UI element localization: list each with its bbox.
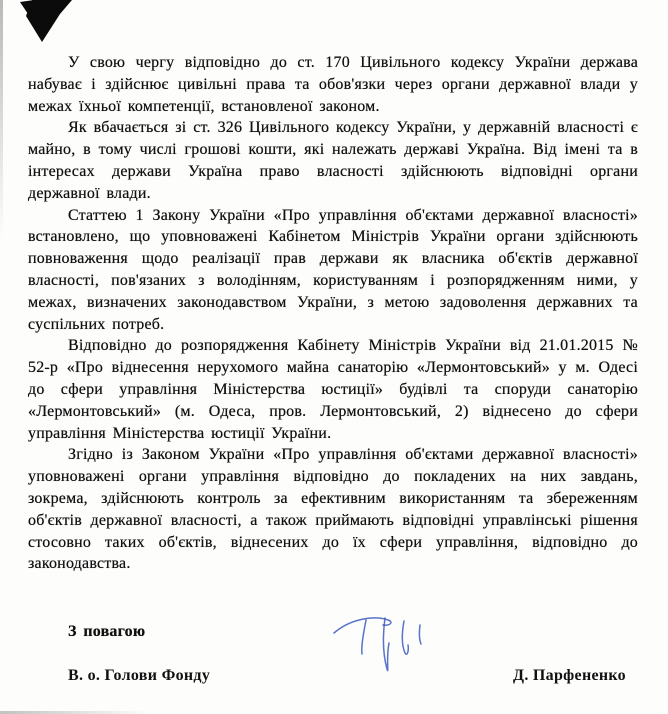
closing-block xyxy=(28,621,638,685)
scan-edge-artifact-left xyxy=(0,0,3,240)
paragraph-1: У свою чергу відповідно до ст. 170 Цивільного кодексу України держава набуває і здійснює цивільні права та обов'язки через органи державної влади у межах їхньої компетенції, встановленої законом. xyxy=(28,54,638,115)
signer-position: В. о. Голови Фонду xyxy=(68,666,211,684)
letter-body xyxy=(28,52,638,685)
signature-handwritten xyxy=(328,607,448,679)
scan-corner-mark xyxy=(14,0,86,46)
signature-row xyxy=(28,667,638,685)
paragraph-5: Згідно із Законом України «Про управління об'єктами державної власності» уповноважені органи управління відповідно до покладених на них завдань, зокрема, здійснюють контроль за ефективним використанням та збереженням об'єктів державної власності, а також приймають відповідні управлінські рішення стосовно таких об'єктів, віднесених до їх сфери управління, відповідно до законодавства. xyxy=(28,446,638,573)
signer-name: Д. Парфененко xyxy=(513,666,626,684)
closing-regards: З повагою xyxy=(68,623,146,641)
paragraph-3: Статтею 1 Закону України «Про управління об'єктами державної власності» встановлено, що уповноважені Кабінетом Міністрів України органи здійснюють повноваження щодо реалізації прав держави як власника об'єктів державної власності, пов'язаних з володінням, користуванням і розпорядженням ними, у межах, визначених законодавством України, з метою задоволення державних та суспільних потреб. xyxy=(28,206,638,333)
paragraph-2: Як вбачається зі ст. 326 Цивільного кодексу України, у державній власності є майно, в тому числі грошові кошти, які належать державі Україна. Від імені та в інтересах держави Україна право власності здійснюють відповідні органи державної влади. xyxy=(28,119,638,202)
paragraph-4: Відповідно до розпорядження Кабінету Міністрів України від 21.01.2015 № 52-р «Про віднесення нерухомого майна санаторію «Лермонтовський» у м. Одесі до сфери управління Міністерства юстиції» будівлі та споруди санаторію «Лермонтовський» (м. Одеса, пров. Лермонтовський, 2) віднесено до сфери управління Міністерства юстиції України. xyxy=(28,337,638,442)
